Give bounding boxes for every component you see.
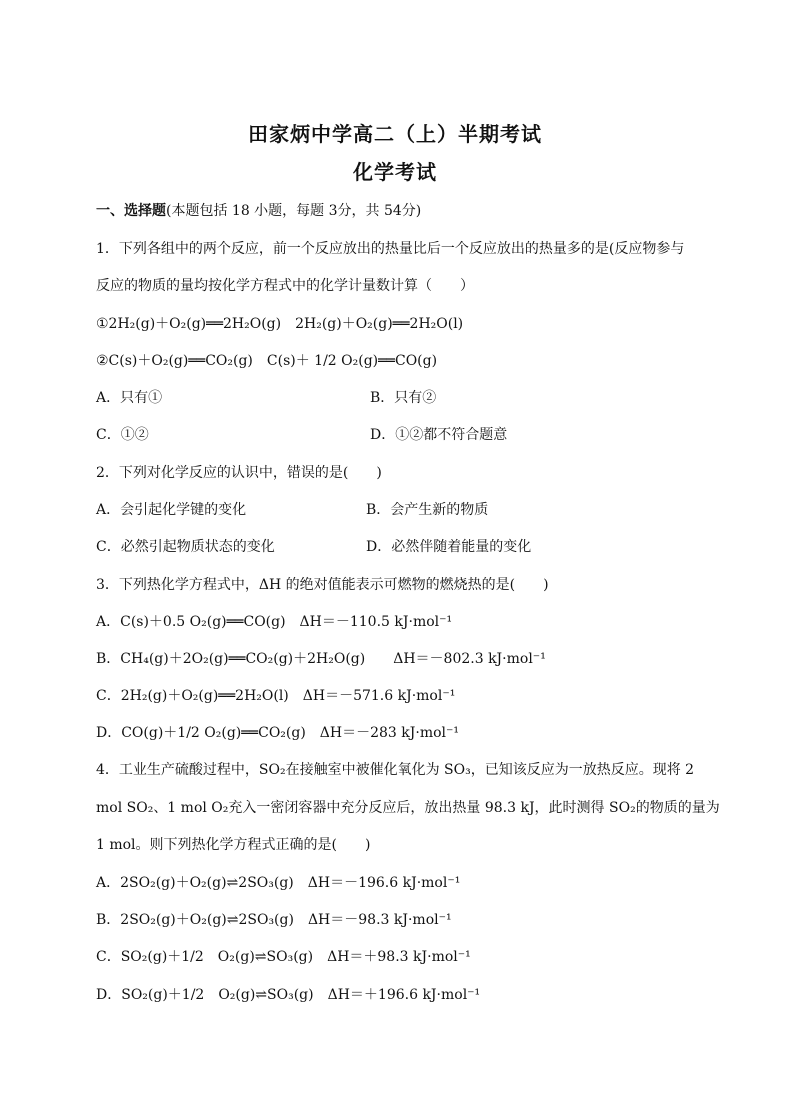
- q1-equation-2: ②C(s)＋O₂(g)══CO₂(g) C(s)＋ 1/2 O₂(g)══CO(g): [96, 353, 438, 369]
- q4-option-c: C．SO₂(g)＋1/2 O₂(g)⇌SO₃(g) ΔH＝＋98.3 kJ·mol⁻¹: [96, 949, 471, 965]
- q4-stem-line2: mol SO₂、1 mol O₂充入一密闭容器中充分反应后，放出热量 98.3 kJ，此时测得 SO₂的物质的量为: [96, 800, 720, 816]
- q4-option-a: A．2SO₂(g)＋O₂(g)⇌2SO₃(g) ΔH＝－196.6 kJ·mol⁻¹: [96, 875, 461, 891]
- q1-option-c: C．①②: [96, 427, 149, 443]
- q2-stem: 2．下列对化学反应的认识中，错误的是( ): [96, 465, 382, 481]
- q1-stem-line2: 反应的物质的量均按化学方程式中的化学计量数计算（ ）: [96, 278, 474, 294]
- q1-option-d: D．①②都不符合题意: [370, 427, 508, 443]
- section-heading: [96, 201, 421, 221]
- section-note: (本题包括 18 小题，每题 3分，共 54分): [166, 203, 422, 219]
- q3-option-b: B．CH₄(g)＋2O₂(g)══CO₂(g)＋2H₂O(g) ΔH＝－802.3 kJ·mol⁻¹: [96, 651, 546, 667]
- q4-option-b: B．2SO₂(g)＋O₂(g)⇌2SO₃(g) ΔH＝－98.3 kJ·mol⁻¹: [96, 912, 452, 928]
- q4-option-d: D．SO₂(g)＋1/2 O₂(g)⇌SO₃(g) ΔH＝＋196.6 kJ·mol⁻¹: [96, 987, 481, 1003]
- q3-option-d: D．CO(g)＋1/2 O₂(g)══CO₂(g) ΔH＝－283 kJ·mol⁻¹: [96, 725, 460, 741]
- q2-option-b: B．会产生新的物质: [366, 502, 489, 518]
- q2-option-c: C．必然引起物质状态的变化: [96, 539, 275, 555]
- q2-option-d: D．必然伴随着能量的变化: [366, 539, 532, 555]
- q1-stem-line1: 1．下列各组中的两个反应，前一个反应放出的热量比后一个反应放出的热量多的是(反应物参与: [96, 241, 685, 257]
- q3-option-a: A．C(s)＋0.5 O₂(g)══CO(g) ΔH＝－110.5 kJ·mol⁻¹: [96, 614, 453, 630]
- q1-option-b: B．只有②: [370, 390, 437, 406]
- q2-option-a: A．会引起化学键的变化: [96, 502, 247, 518]
- q3-stem: 3．下列热化学方程式中，ΔH 的绝对值能表示可燃物的燃烧热的是( ): [96, 577, 549, 593]
- q1-option-a: A．只有①: [96, 390, 163, 406]
- q4-stem-line1: 4．工业生产硫酸过程中，SO₂在接触室中被催化氧化为 SO₃，已知该反应为一放热反应。现将 2: [96, 762, 695, 778]
- page-title: 田家炳中学高二（上）半期考试: [248, 122, 542, 146]
- q4-stem-line3: 1 mol。则下列热化学方程式正确的是( ): [96, 837, 371, 853]
- q3-option-c: C．2H₂(g)＋O₂(g)══2H₂O(l) ΔH＝－571.6 kJ·mol⁻¹: [96, 688, 456, 704]
- section-label: 一、选择题: [96, 203, 166, 219]
- page-subtitle: 化学考试: [353, 160, 437, 184]
- q1-equation-1: ①2H₂(g)＋O₂(g)══2H₂O(g) 2H₂(g)＋O₂(g)══2H₂O(l): [96, 316, 464, 332]
